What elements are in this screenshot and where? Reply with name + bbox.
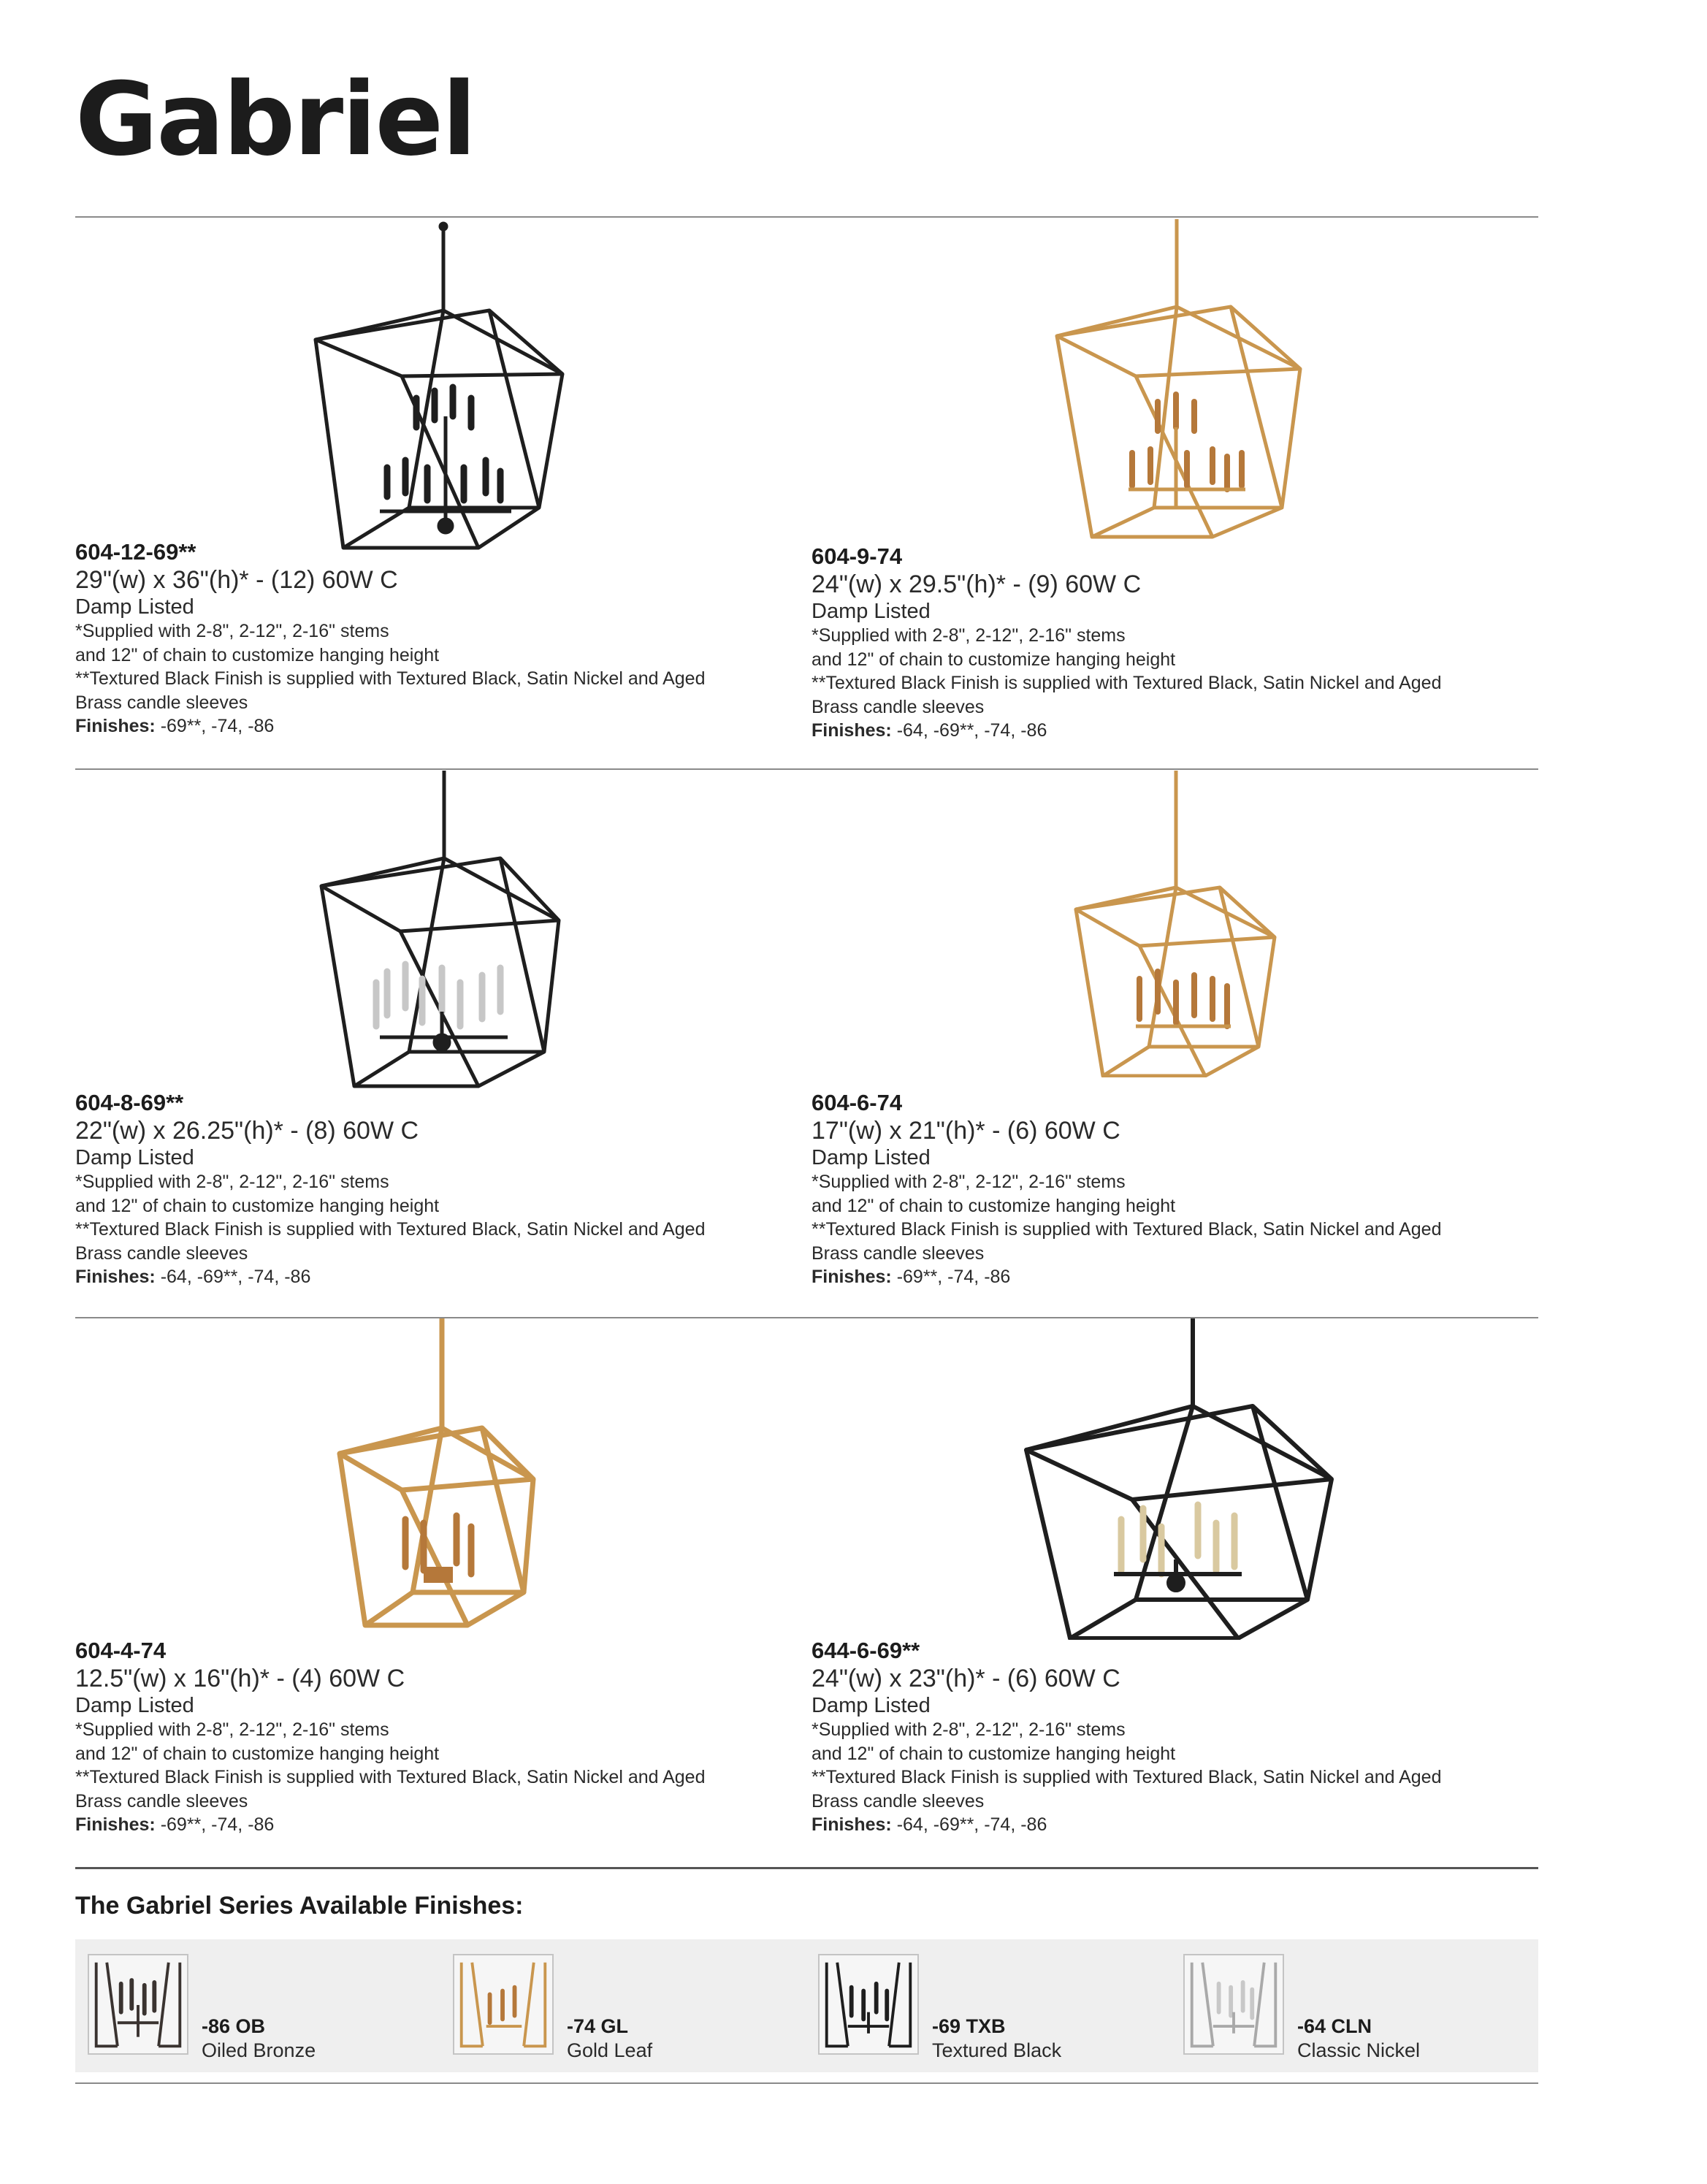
dimensions: 22"(w) x 26.25"(h)* - (8) 60W C [75,1117,419,1145]
note-line: and 12" of chain to customize hanging height [75,1195,440,1216]
finish-name: Oiled Bronze [202,2039,316,2061]
note-line: *Supplied with 2-8", 2-12", 2-16" stems [75,621,389,641]
finishes-label: Finishes: [75,1267,156,1287]
model-number: 604-12-69** [75,539,196,565]
note-line: Brass candle sleeves [812,1242,985,1264]
finishes-label: Finishes: [812,720,892,741]
note-line: *Supplied with 2-8", 2-12", 2-16" stems [812,1172,1126,1192]
dimensions: 12.5"(w) x 16"(h)* - (4) 60W C [75,1665,405,1692]
finishes-label: Finishes: [812,1267,892,1287]
dimensions: 24"(w) x 23"(h)* - (6) 60W C [812,1665,1120,1692]
note-line: and 12" of chain to customize hanging height [75,644,440,665]
note-line: Brass candle sleeves [75,1790,248,1811]
finishes-list: -64, -69**, -74, -86 [891,1814,1047,1835]
model-number: 604-9-74 [812,543,903,569]
finishes-line [75,714,806,738]
finishes-line [75,1265,806,1289]
note-line: Brass candle sleeves [75,692,248,713]
damp-rating: Damp Listed [812,1694,931,1717]
model-number: 604-6-74 [812,1090,903,1115]
finishes-band [75,1939,1538,2072]
finishes-label: Finishes: [75,1814,156,1835]
lantern-thumbnail-icon [88,1954,188,2055]
finish-name: Classic Nickel [1297,2039,1421,2061]
finish-name: Textured Black [932,2039,1062,2061]
finishes-list: -69**, -74, -86 [891,1267,1011,1287]
note-line: Brass candle sleeves [75,1242,248,1264]
finishes-heading: The Gabriel Series Available Finishes: [75,1892,524,1920]
note-line: **Textured Black Finish is supplied with Textured Black, Satin Nickel and Aged [75,1767,706,1787]
lantern-thumbnail-icon [453,1954,554,2055]
finishes-line [812,719,1542,743]
model-number: 604-8-69** [75,1090,184,1115]
model-number: 644-6-69** [812,1638,920,1663]
finish-code: -86 OB [202,2015,266,2037]
fixture-image-604-9-74 [1048,219,1304,541]
page-title: Gabriel [75,61,476,178]
finishes-list: -64, -69**, -74, -86 [155,1267,311,1287]
fixture-image-604-8-69 [314,771,566,1092]
dimensions: 17"(w) x 21"(h)* - (6) 60W C [812,1117,1120,1145]
finishes-line [812,1265,1542,1289]
damp-rating: Damp Listed [812,1146,931,1169]
finishes-list: -69**, -74, -86 [155,1814,275,1835]
damp-rating: Damp Listed [75,1694,194,1717]
divider [75,2082,1538,2084]
finishes-list: -64, -69**, -74, -86 [891,720,1047,741]
finishes-line [812,1813,1542,1837]
product-spec [75,1638,806,1837]
divider [75,1867,1538,1869]
product-spec [812,1090,1542,1289]
lantern-thumbnail-icon [818,1954,919,2055]
dimensions: 24"(w) x 29.5"(h)* - (9) 60W C [812,570,1142,598]
note-line: **Textured Black Finish is supplied with Textured Black, Satin Nickel and Aged [812,1767,1442,1787]
damp-rating: Damp Listed [75,595,194,619]
finishes-line [75,1813,806,1837]
note-line: **Textured Black Finish is supplied with Textured Black, Satin Nickel and Aged [812,673,1442,693]
note-line: **Textured Black Finish is supplied with Textured Black, Satin Nickel and Aged [75,1219,706,1240]
finish-code: -64 CLN [1297,2015,1372,2037]
product-spec [812,1638,1542,1837]
finishes-label: Finishes: [75,716,156,736]
note-line: and 12" of chain to customize hanging height [75,1743,440,1764]
note-line: Brass candle sleeves [812,1790,985,1811]
damp-rating: Damp Listed [75,1146,194,1169]
fixture-image-604-4-74 [332,1318,537,1629]
fixture-image-604-6-74 [1070,771,1278,1077]
finishes-list: -69**, -74, -86 [155,716,275,736]
note-line: *Supplied with 2-8", 2-12", 2-16" stems [75,1172,389,1192]
note-line: *Supplied with 2-8", 2-12", 2-16" stems [812,1719,1126,1740]
product-spec [75,1090,806,1289]
finish-name: Gold Leaf [567,2039,653,2061]
note-line: Brass candle sleeves [812,696,985,717]
note-line: *Supplied with 2-8", 2-12", 2-16" stems [75,1719,389,1740]
fixture-image-644-6-69 [1019,1318,1337,1640]
divider [75,768,1538,770]
fixture-image-604-12-69 [307,219,570,551]
note-line: and 12" of chain to customize hanging height [812,1195,1176,1216]
lantern-thumbnail-icon [1183,1954,1284,2055]
product-spec [75,539,806,738]
note-line: **Textured Black Finish is supplied with Textured Black, Satin Nickel and Aged [812,1219,1442,1240]
note-line: and 12" of chain to customize hanging height [812,649,1176,670]
divider [75,216,1538,218]
model-number: 604-4-74 [75,1638,167,1663]
note-line: *Supplied with 2-8", 2-12", 2-16" stems [812,625,1126,646]
product-spec [812,543,1542,743]
finish-code: -69 TXB [932,2015,1006,2037]
dimensions: 29"(w) x 36"(h)* - (12) 60W C [75,566,398,594]
damp-rating: Damp Listed [812,600,931,623]
finish-code: -74 GL [567,2015,629,2037]
note-line: **Textured Black Finish is supplied with Textured Black, Satin Nickel and Aged [75,668,706,689]
note-line: and 12" of chain to customize hanging height [812,1743,1176,1764]
finishes-label: Finishes: [812,1814,892,1835]
